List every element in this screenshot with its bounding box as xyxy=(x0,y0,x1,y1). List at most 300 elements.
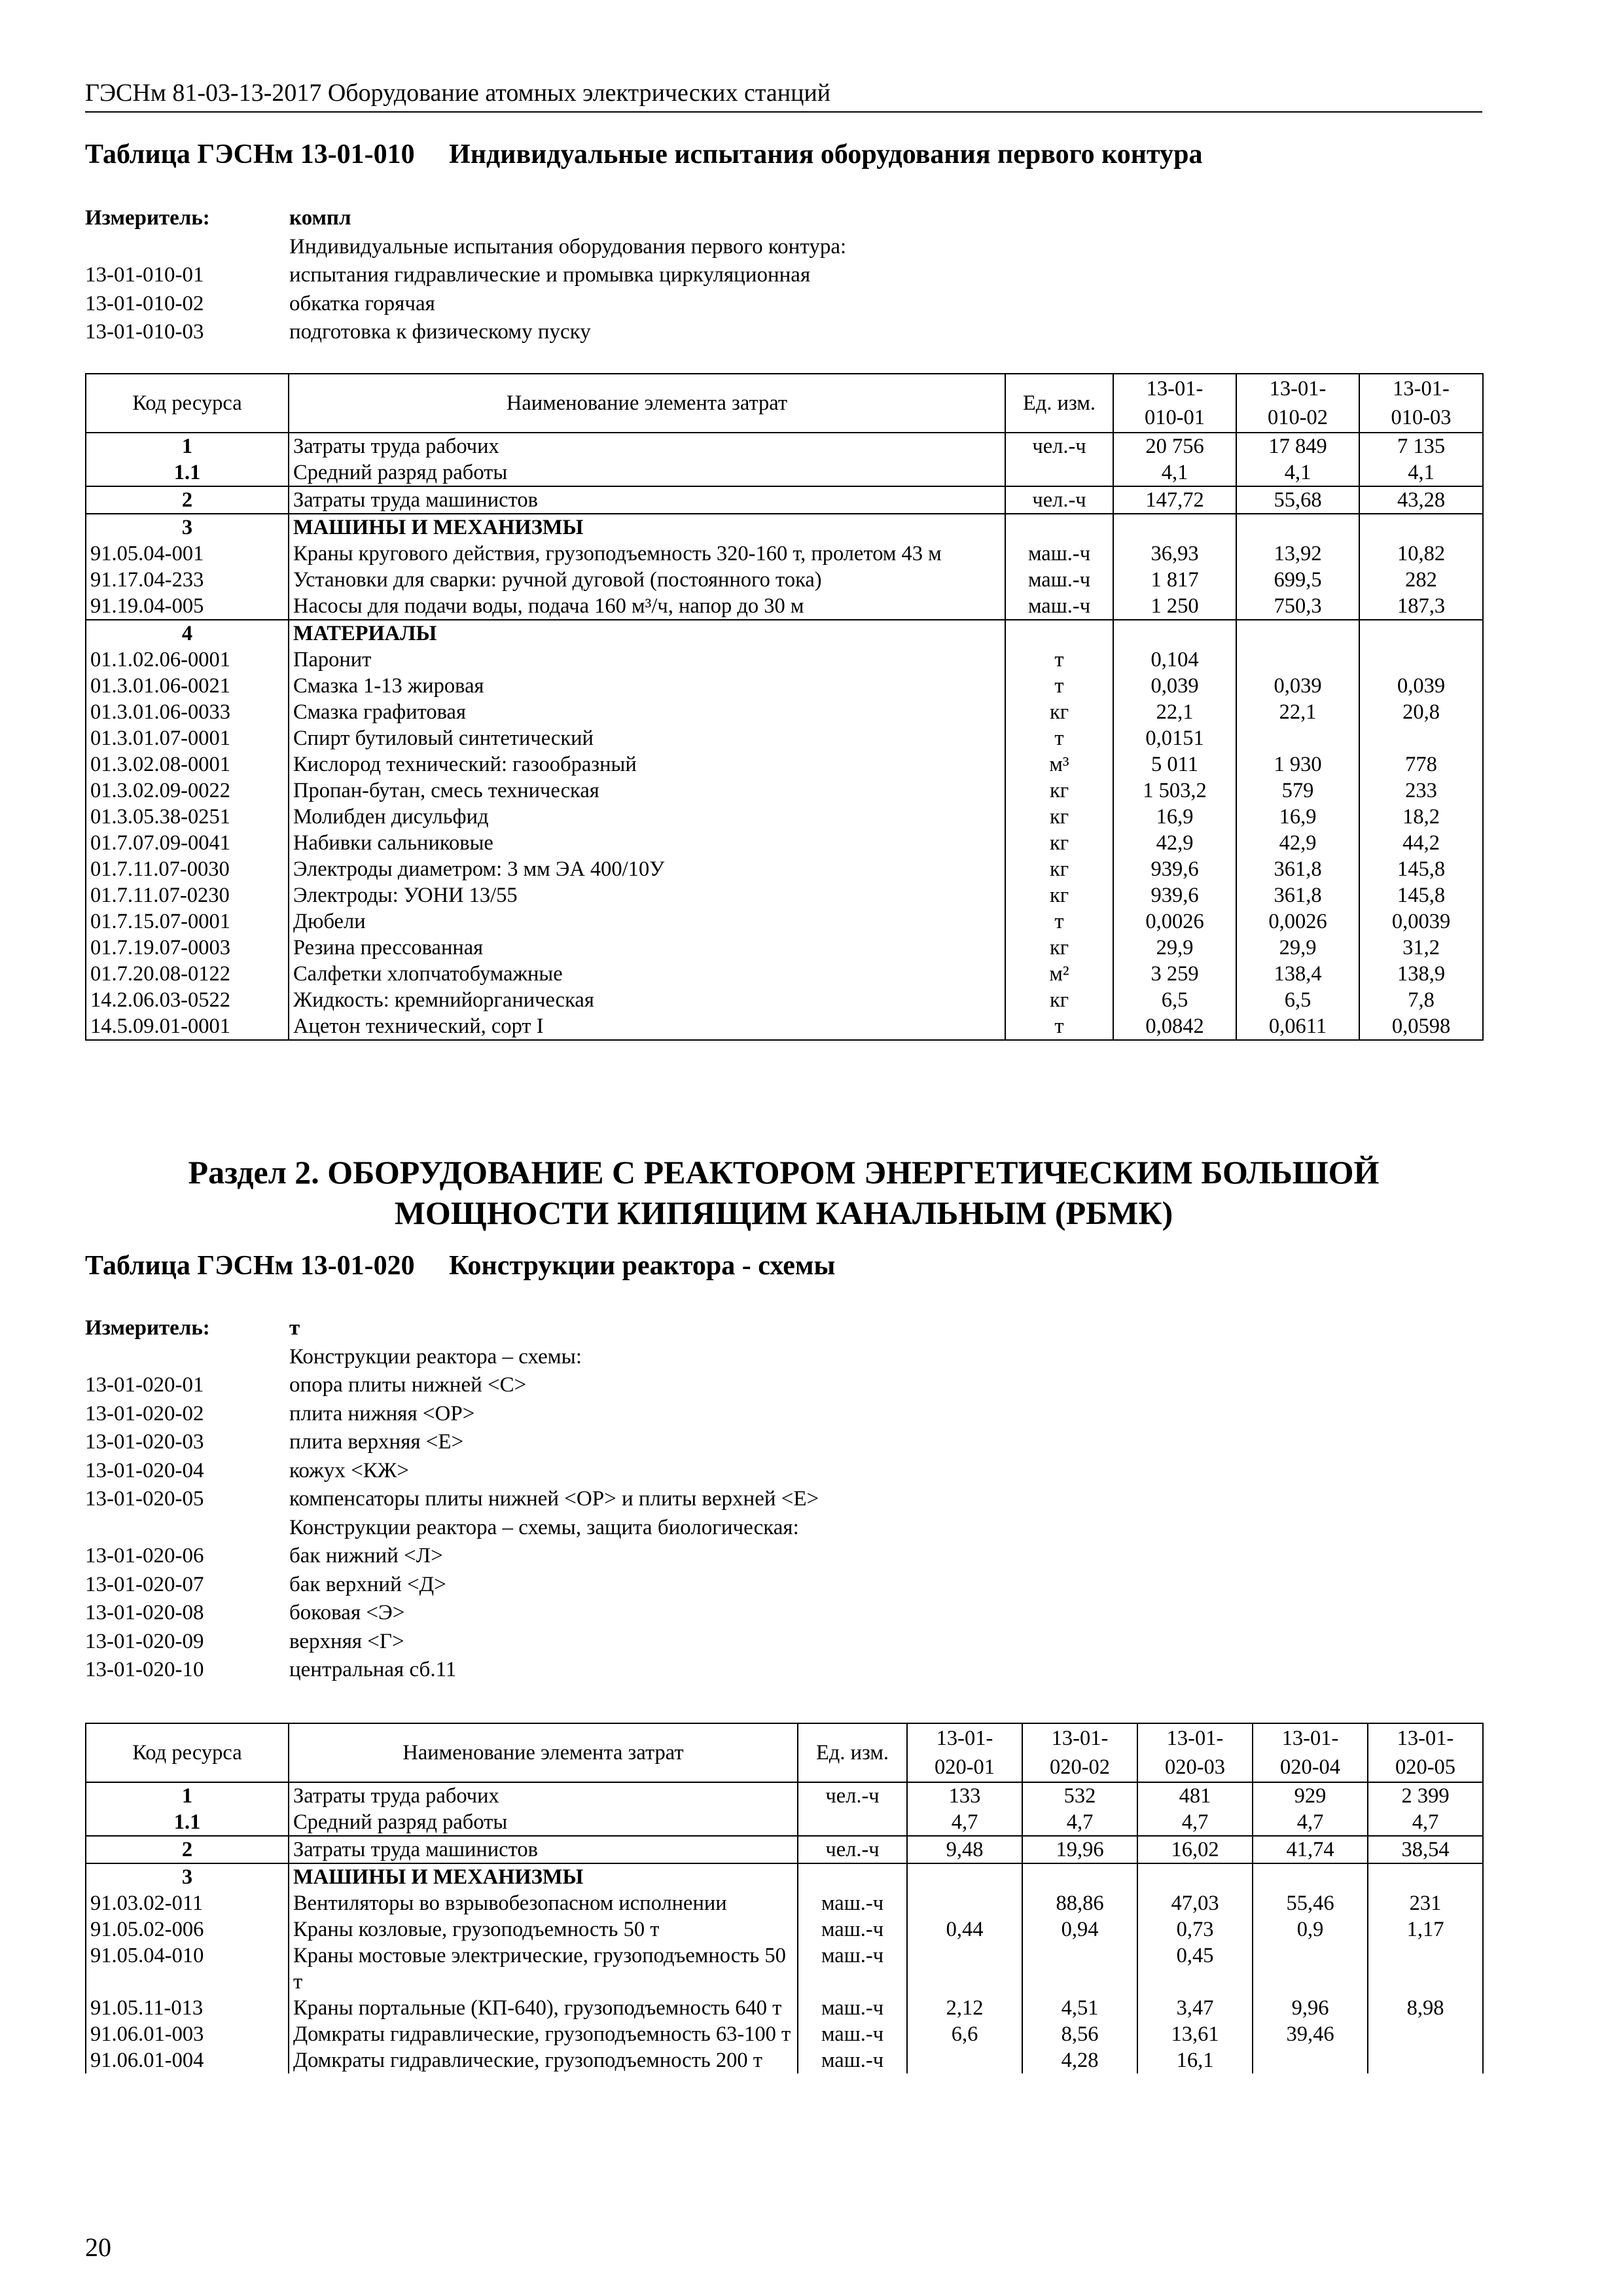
resource-code: 01.3.01.06-0033 xyxy=(86,699,289,725)
cost-element-name: Спирт бутиловый синтетический xyxy=(289,725,1005,751)
section-title-line-1: Раздел 2. ОБОРУДОВАНИЕ С РЕАКТОРОМ ЭНЕРГЕТИЧЕСКИМ БОЛЬШОЙ xyxy=(188,1154,1380,1191)
unit: т xyxy=(1005,673,1113,699)
norm-value: 579 xyxy=(1236,778,1359,804)
norm-value: 145,8 xyxy=(1359,856,1483,882)
table-header-row xyxy=(86,374,1483,433)
measure-unit: т xyxy=(289,1316,300,1340)
table-row xyxy=(86,567,1483,593)
resource-code: 01.7.11.07-0030 xyxy=(86,856,289,882)
measure-item-text: бак верхний <Д> xyxy=(289,1572,446,1596)
norm-value: 39,46 xyxy=(1253,2021,1368,2047)
resource-code: 2 xyxy=(86,1836,289,1863)
table-row xyxy=(86,935,1483,961)
table-row xyxy=(86,751,1483,778)
norm-value: 13,92 xyxy=(1236,541,1359,567)
header-norm-code: 13-01- 020-03 xyxy=(1137,1723,1253,1782)
unit: чел.-ч xyxy=(1005,486,1113,514)
norm-value: 6,6 xyxy=(907,2021,1022,2047)
resource-code: 01.7.20.08-0122 xyxy=(86,961,289,987)
unit: м² xyxy=(1005,961,1113,987)
header-norm-code: 13-01- 010-01 xyxy=(1113,374,1236,433)
measure-item-code: 13-01-020-09 xyxy=(85,1629,204,1653)
resource-code: 91.06.01-003 xyxy=(86,2021,289,2047)
measure-row xyxy=(85,204,846,233)
norm-value: 481 xyxy=(1137,1782,1253,1809)
norm-value xyxy=(1236,647,1359,673)
measure-item xyxy=(85,233,846,262)
table-row xyxy=(86,1809,1483,1836)
measure-item xyxy=(85,1599,819,1628)
norm-value: 0,0151 xyxy=(1113,725,1236,751)
table-row xyxy=(86,541,1483,567)
measure-item-code xyxy=(85,1343,289,1372)
measure-item-code: 13-01-020-01 xyxy=(85,1373,204,1397)
table-row xyxy=(86,433,1483,459)
unit: м³ xyxy=(1005,751,1113,778)
measure-item xyxy=(85,1571,819,1600)
norm-value xyxy=(1113,514,1236,541)
norm-value: 231 xyxy=(1368,1890,1483,1916)
table-row xyxy=(86,2021,1483,2047)
measure-items xyxy=(85,233,846,347)
resource-code: 01.3.01.07-0001 xyxy=(86,725,289,751)
norm-value xyxy=(1359,725,1483,751)
resource-code: 91.05.11-013 xyxy=(86,1995,289,2021)
norm-value xyxy=(907,2047,1022,2073)
norm-value xyxy=(1137,1863,1253,1890)
norm-value: 778 xyxy=(1359,751,1483,778)
norm-value: 20,8 xyxy=(1359,699,1483,725)
cost-element-name: Краны мостовые электрические, грузоподъемность 50 т xyxy=(289,1943,798,1995)
unit: маш.-ч xyxy=(1005,567,1113,593)
norm-value: 16,1 xyxy=(1137,2047,1253,2073)
norm-value: 133 xyxy=(907,1782,1022,1809)
norm-value: 7,8 xyxy=(1359,987,1483,1013)
norm-value: 7 135 xyxy=(1359,433,1483,459)
norm-value: 9,96 xyxy=(1253,1995,1368,2021)
norm-value xyxy=(1113,620,1236,647)
measure-item-text: плита верхняя <Е> xyxy=(289,1430,464,1454)
header-norm-code: 13-01- 020-05 xyxy=(1368,1723,1483,1782)
norm-value: 20 756 xyxy=(1113,433,1236,459)
norm-value: 929 xyxy=(1253,1782,1368,1809)
unit: маш.-ч xyxy=(798,2047,907,2073)
table-row xyxy=(86,961,1483,987)
table-title-2: Таблица ГЭСНм 13-01-020 Конструкции реактора - схемы xyxy=(85,1251,836,1281)
cost-element-name: Средний разряд работы xyxy=(289,1809,798,1836)
measure-item-code xyxy=(85,1514,289,1543)
header-name: Наименование элемента затрат xyxy=(289,374,1005,433)
cost-element-name: Электроды диаметром: 3 мм ЭА 400/10У xyxy=(289,856,1005,882)
resource-code: 01.3.02.08-0001 xyxy=(86,751,289,778)
resource-code: 01.7.19.07-0003 xyxy=(86,935,289,961)
norm-value: 29,9 xyxy=(1113,935,1236,961)
measure-item xyxy=(85,1485,819,1514)
measure-item-code: 13-01-020-05 xyxy=(85,1487,204,1511)
resource-code: 01.7.07.09-0041 xyxy=(86,830,289,856)
table-row xyxy=(86,830,1483,856)
norm-value xyxy=(1368,2047,1483,2073)
cost-element-name: Установки для сварки: ручной дуговой (постоянного тока) xyxy=(289,567,1005,593)
norm-value: 1 817 xyxy=(1113,567,1236,593)
norm-value: 0,0039 xyxy=(1359,908,1483,935)
cost-element-name: Насосы для подачи воды, подача 160 м³/ч, напор до 30 м xyxy=(289,593,1005,620)
norm-value: 0,039 xyxy=(1113,673,1236,699)
measure-item xyxy=(85,1628,819,1657)
table-title-1: Таблица ГЭСНм 13-01-010 Индивидуальные испытания оборудования первого контура xyxy=(85,139,1203,170)
measure-item-text: испытания гидравлические и промывка циркуляционная xyxy=(289,263,811,287)
norm-value: 145,8 xyxy=(1359,882,1483,908)
unit: маш.-ч xyxy=(798,1890,907,1916)
table-row xyxy=(86,725,1483,751)
measure-item-code: 13-01-020-03 xyxy=(85,1430,204,1454)
table-row xyxy=(86,1782,1483,1809)
norm-value: 4,7 xyxy=(907,1809,1022,1836)
norm-value: 16,9 xyxy=(1113,804,1236,830)
norm-value: 4,51 xyxy=(1022,1995,1137,2021)
measure-item-text: опора плиты нижней <С> xyxy=(289,1373,527,1397)
resource-code: 01.7.15.07-0001 xyxy=(86,908,289,935)
measure-item xyxy=(85,1542,819,1571)
cost-element-name: Паронит xyxy=(289,647,1005,673)
norm-value: 4,28 xyxy=(1022,2047,1137,2073)
norm-value xyxy=(907,1943,1022,1995)
norm-value: 6,5 xyxy=(1236,987,1359,1013)
table-row xyxy=(86,1890,1483,1916)
measure-label: Измеритель: xyxy=(85,206,210,230)
norm-value: 282 xyxy=(1359,567,1483,593)
cost-element-name: Домкраты гидравлические, грузоподъемность 63-100 т xyxy=(289,2021,798,2047)
norm-value: 13,61 xyxy=(1137,2021,1253,2047)
page-number: 20 xyxy=(85,2233,111,2262)
resource-code: 01.3.02.09-0022 xyxy=(86,778,289,804)
resource-code: 01.3.01.06-0021 xyxy=(86,673,289,699)
header-code: Код ресурса xyxy=(86,1723,289,1782)
measure-item xyxy=(85,1428,819,1457)
norm-value: 0,039 xyxy=(1236,673,1359,699)
norm-value: 17 849 xyxy=(1236,433,1359,459)
norm-value: 16,9 xyxy=(1236,804,1359,830)
norm-value: 19,96 xyxy=(1022,1836,1137,1863)
norm-value: 0,44 xyxy=(907,1916,1022,1943)
table-row xyxy=(86,778,1483,804)
norm-value: 939,6 xyxy=(1113,856,1236,882)
unit: маш.-ч xyxy=(798,1916,907,1943)
norm-value: 2 399 xyxy=(1368,1782,1483,1809)
cost-element-name: Краны кругового действия, грузоподъемность 320-160 т, пролетом 43 м xyxy=(289,541,1005,567)
table-row xyxy=(86,1863,1483,1890)
norm-value: 47,03 xyxy=(1137,1890,1253,1916)
norm-value: 187,3 xyxy=(1359,593,1483,620)
resource-code: 91.03.02-011 xyxy=(86,1890,289,1916)
measure-item-code: 13-01-020-08 xyxy=(85,1601,204,1624)
cost-element-name: Средний разряд работы xyxy=(289,459,1005,486)
norm-value: 3 259 xyxy=(1113,961,1236,987)
norm-value: 0,039 xyxy=(1359,673,1483,699)
cost-element-name: МАТЕРИАЛЫ xyxy=(289,620,1005,647)
measure-item-text: компенсаторы плиты нижней <ОР> и плиты верхней <Е> xyxy=(289,1487,819,1511)
norm-value: 4,1 xyxy=(1236,459,1359,486)
cost-element-name: Кислород технический: газообразный xyxy=(289,751,1005,778)
norm-value xyxy=(1236,725,1359,751)
norm-value xyxy=(1236,514,1359,541)
measure-item-text: боковая <Э> xyxy=(289,1601,405,1624)
norm-value: 16,02 xyxy=(1137,1836,1253,1863)
resource-code: 2 xyxy=(86,486,289,514)
unit: чел.-ч xyxy=(1005,433,1113,459)
norm-value: 0,9 xyxy=(1253,1916,1368,1943)
resource-code: 1.1 xyxy=(86,1809,289,1836)
measure-item xyxy=(85,1371,819,1400)
unit: маш.-ч xyxy=(798,2021,907,2047)
table-header-row xyxy=(86,1723,1483,1782)
cost-element-name: Затраты труда машинистов xyxy=(289,1836,798,1863)
norm-table-1 xyxy=(85,373,1484,1041)
norm-value: 138,4 xyxy=(1236,961,1359,987)
norm-value: 361,8 xyxy=(1236,856,1359,882)
norm-value: 233 xyxy=(1359,778,1483,804)
unit: маш.-ч xyxy=(1005,541,1113,567)
norm-value: 22,1 xyxy=(1113,699,1236,725)
measure-item xyxy=(85,261,846,290)
table-row xyxy=(86,856,1483,882)
norm-value: 2,12 xyxy=(907,1995,1022,2021)
resource-code: 3 xyxy=(86,1863,289,1890)
norm-value: 0,0026 xyxy=(1113,908,1236,935)
norm-value: 8,98 xyxy=(1368,1995,1483,2021)
table-row xyxy=(86,673,1483,699)
table-row xyxy=(86,882,1483,908)
norm-value: 55,46 xyxy=(1253,1890,1368,1916)
measure-unit: компл xyxy=(289,206,351,230)
norm-value: 0,45 xyxy=(1137,1943,1253,1995)
unit: т xyxy=(1005,725,1113,751)
resource-code: 1.1 xyxy=(86,459,289,486)
cost-element-name: Затраты труда рабочих xyxy=(289,433,1005,459)
norm-value: 0,0842 xyxy=(1113,1013,1236,1040)
norm-value: 10,82 xyxy=(1359,541,1483,567)
unit: чел.-ч xyxy=(798,1782,907,1809)
unit: кг xyxy=(1005,778,1113,804)
norm-value xyxy=(1368,1863,1483,1890)
measure-item xyxy=(85,1400,819,1429)
measure-item-code: 13-01-010-02 xyxy=(85,291,204,315)
norm-value: 43,28 xyxy=(1359,486,1483,514)
measure-item xyxy=(85,290,846,319)
measure-item-text: Конструкции реактора – схемы, защита биологическая: xyxy=(289,1515,799,1539)
cost-element-name: Резина прессованная xyxy=(289,935,1005,961)
norm-value xyxy=(1022,1943,1137,1995)
norm-value xyxy=(1359,514,1483,541)
header-name: Наименование элемента затрат xyxy=(289,1723,798,1782)
table-row xyxy=(86,699,1483,725)
norm-value: 4,1 xyxy=(1113,459,1236,486)
norm-value: 4,7 xyxy=(1368,1809,1483,1836)
table-row xyxy=(86,1836,1483,1863)
header-code: Код ресурса xyxy=(86,374,289,433)
unit xyxy=(1005,514,1113,541)
table-row xyxy=(86,620,1483,647)
unit xyxy=(798,1863,907,1890)
measure-item-code: 13-01-020-10 xyxy=(85,1658,204,1681)
norm-value: 1 250 xyxy=(1113,593,1236,620)
norm-value xyxy=(1359,620,1483,647)
norm-value xyxy=(1359,647,1483,673)
measure-item xyxy=(85,1514,819,1543)
norm-value: 8,56 xyxy=(1022,2021,1137,2047)
unit: т xyxy=(1005,1013,1113,1040)
resource-code: 91.05.02-006 xyxy=(86,1916,289,1943)
cost-element-name: Дюбели xyxy=(289,908,1005,935)
norm-value: 88,86 xyxy=(1022,1890,1137,1916)
norm-value xyxy=(1368,1943,1483,1995)
norm-value xyxy=(907,1890,1022,1916)
measure-item xyxy=(85,1457,819,1486)
running-header: ГЭСНм 81-03-13-2017 Оборудование атомных электрических станций xyxy=(85,77,1482,113)
unit: маш.-ч xyxy=(798,1995,907,2021)
norm-value: 22,1 xyxy=(1236,699,1359,725)
cost-element-name: МАШИНЫ И МЕХАНИЗМЫ xyxy=(289,1863,798,1890)
norm-value: 3,47 xyxy=(1137,1995,1253,2021)
norm-value xyxy=(1022,1863,1137,1890)
measure-item xyxy=(85,318,846,347)
norm-value: 750,3 xyxy=(1236,593,1359,620)
measure-item xyxy=(85,1343,819,1372)
unit xyxy=(798,1809,907,1836)
section-title xyxy=(85,1152,1482,1233)
measure-item-text: Конструкции реактора – схемы: xyxy=(289,1344,582,1369)
measure-item-code: 13-01-020-07 xyxy=(85,1572,204,1596)
norm-value: 4,7 xyxy=(1253,1809,1368,1836)
resource-code: 01.7.11.07-0230 xyxy=(86,882,289,908)
cost-element-name: Набивки сальниковые xyxy=(289,830,1005,856)
cost-element-name: Жидкость: кремнийорганическая xyxy=(289,987,1005,1013)
header-norm-code: 13-01- 020-01 xyxy=(907,1723,1022,1782)
cost-element-name: Смазка графитовая xyxy=(289,699,1005,725)
norm-value: 18,2 xyxy=(1359,804,1483,830)
header-unit: Ед. изм. xyxy=(798,1723,907,1782)
norm-value: 0,73 xyxy=(1137,1916,1253,1943)
table-row xyxy=(86,2047,1483,2073)
norm-value: 4,7 xyxy=(1022,1809,1137,1836)
measure-item-text: верхняя <Г> xyxy=(289,1629,404,1653)
norm-value: 31,2 xyxy=(1359,935,1483,961)
header-norm-code: 13-01- 010-02 xyxy=(1236,374,1359,433)
resource-code: 14.2.06.03-0522 xyxy=(86,987,289,1013)
norm-value: 1 503,2 xyxy=(1113,778,1236,804)
measure-block-2 xyxy=(85,1314,819,1685)
header-unit: Ед. изм. xyxy=(1005,374,1113,433)
resource-code: 91.17.04-233 xyxy=(86,567,289,593)
norm-value xyxy=(1253,1943,1368,1995)
table-row xyxy=(86,908,1483,935)
unit: кг xyxy=(1005,804,1113,830)
table-row xyxy=(86,804,1483,830)
unit: кг xyxy=(1005,856,1113,882)
unit: кг xyxy=(1005,987,1113,1013)
measure-item-code: 13-01-020-06 xyxy=(85,1544,204,1568)
resource-code: 91.05.04-010 xyxy=(86,1943,289,1995)
table-row xyxy=(86,647,1483,673)
measure-item-text: Индивидуальные испытания оборудования первого контура: xyxy=(289,234,847,259)
table-row xyxy=(86,1995,1483,2021)
norm-value: 0,104 xyxy=(1113,647,1236,673)
norm-value: 1 930 xyxy=(1236,751,1359,778)
unit: т xyxy=(1005,908,1113,935)
norm-table-2 xyxy=(85,1723,1484,2073)
measure-label: Измеритель: xyxy=(85,1316,210,1340)
header-norm-code: 13-01- 020-04 xyxy=(1253,1723,1368,1782)
norm-value: 38,54 xyxy=(1368,1836,1483,1863)
norm-value xyxy=(1253,2047,1368,2073)
unit: кг xyxy=(1005,699,1113,725)
norm-value xyxy=(1253,1863,1368,1890)
resource-code: 91.06.01-004 xyxy=(86,2047,289,2073)
table-row xyxy=(86,1013,1483,1040)
norm-value xyxy=(1236,620,1359,647)
norm-value: 147,72 xyxy=(1113,486,1236,514)
cost-element-name: МАШИНЫ И МЕХАНИЗМЫ xyxy=(289,514,1005,541)
norm-value: 0,0611 xyxy=(1236,1013,1359,1040)
norm-value: 4,7 xyxy=(1137,1809,1253,1836)
cost-element-name: Ацетон технический, сорт I xyxy=(289,1013,1005,1040)
norm-value: 4,1 xyxy=(1359,459,1483,486)
resource-code: 91.05.04-001 xyxy=(86,541,289,567)
measure-item-code: 13-01-020-02 xyxy=(85,1401,204,1426)
measure-item-text: обкатка горячая xyxy=(289,291,435,315)
norm-value: 0,0598 xyxy=(1359,1013,1483,1040)
measure-item-code: 13-01-010-03 xyxy=(85,320,204,344)
norm-value: 55,68 xyxy=(1236,486,1359,514)
table-row xyxy=(86,459,1483,486)
resource-code: 1 xyxy=(86,433,289,459)
unit: маш.-ч xyxy=(1005,593,1113,620)
measure-item-code: 13-01-020-04 xyxy=(85,1458,204,1482)
unit xyxy=(1005,620,1113,647)
norm-value: 42,9 xyxy=(1113,830,1236,856)
norm-value: 0,94 xyxy=(1022,1916,1137,1943)
unit: чел.-ч xyxy=(798,1836,907,1863)
norm-value: 0,0026 xyxy=(1236,908,1359,935)
norm-value: 1,17 xyxy=(1368,1916,1483,1943)
header-norm-code: 13-01- 010-03 xyxy=(1359,374,1483,433)
norm-value: 42,9 xyxy=(1236,830,1359,856)
table-row xyxy=(86,1916,1483,1943)
unit: кг xyxy=(1005,935,1113,961)
cost-element-name: Затраты труда рабочих xyxy=(289,1782,798,1809)
resource-code: 4 xyxy=(86,620,289,647)
measure-item-text: центральная сб.11 xyxy=(289,1658,457,1681)
unit xyxy=(1005,459,1113,486)
unit: маш.-ч xyxy=(798,1943,907,1995)
header-norm-code: 13-01- 020-02 xyxy=(1022,1723,1137,1782)
norm-value xyxy=(1368,2021,1483,2047)
unit: кг xyxy=(1005,830,1113,856)
cost-element-name: Смазка 1-13 жировая xyxy=(289,673,1005,699)
measure-block-1 xyxy=(85,204,846,347)
norm-value: 44,2 xyxy=(1359,830,1483,856)
section-title-line-2: МОЩНОСТИ КИПЯЩИМ КАНАЛЬНЫМ (РБМК) xyxy=(394,1194,1173,1231)
cost-element-name: Пропан-бутан, смесь техническая xyxy=(289,778,1005,804)
cost-element-name: Молибден дисульфид xyxy=(289,804,1005,830)
norm-value: 699,5 xyxy=(1236,567,1359,593)
unit: кг xyxy=(1005,882,1113,908)
measure-item xyxy=(85,1656,819,1685)
resource-code: 14.5.09.01-0001 xyxy=(86,1013,289,1040)
measure-item-code: 13-01-010-01 xyxy=(85,263,204,287)
unit: т xyxy=(1005,647,1113,673)
resource-code: 1 xyxy=(86,1782,289,1809)
